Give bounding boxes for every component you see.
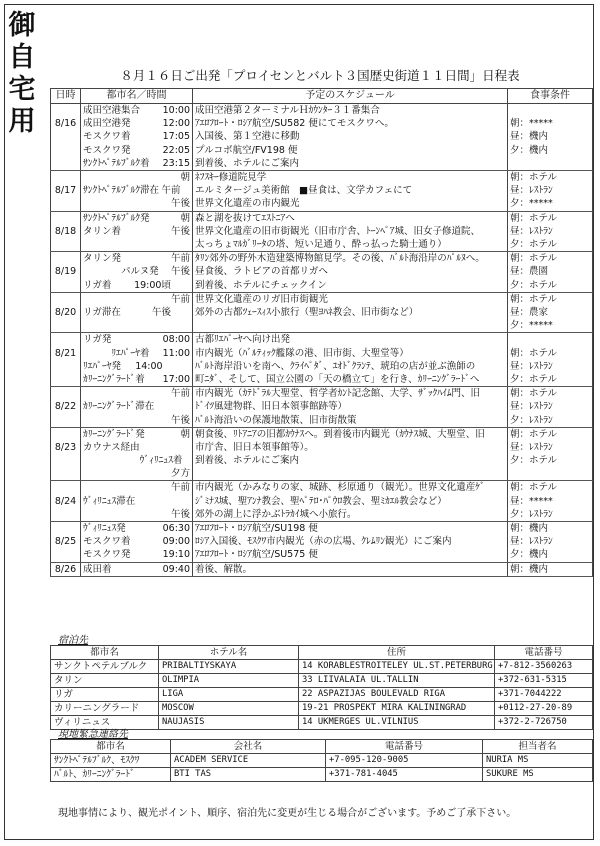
- hotel-cell: サンクトペテルブルク: [51, 660, 159, 674]
- meal-line: 昼：農園: [510, 266, 549, 278]
- contact-cell: SUKURE MS: [483, 768, 593, 782]
- time-label: 午前: [161, 185, 181, 197]
- hotel-row: [51, 688, 593, 702]
- time-label: 19:00頃: [134, 279, 171, 291]
- schedule-line: 市内観光（かみなりの家、城跡、杉原通り（観光）。世界文化遺産ｹﾞ: [195, 482, 485, 494]
- city-time-line: [81, 197, 192, 210]
- schedule-line: [193, 319, 507, 332]
- city-time-line: [81, 373, 192, 386]
- city-time-line: [81, 104, 192, 117]
- hotel-cell: 33 LIIVALAIA UL.TALLIN: [299, 674, 495, 688]
- day-city-cell: [81, 211, 193, 252]
- contact-row: [51, 754, 593, 768]
- meal-line: 朝：ホテル: [510, 388, 558, 400]
- meal-line: 昼：農家: [510, 306, 549, 318]
- contacts-header-city: 都市名: [51, 740, 171, 754]
- hotel-cell: リガ: [51, 688, 159, 702]
- city-time-line: [81, 387, 192, 400]
- day-meal-cell: [508, 481, 593, 522]
- schedule-line: プルコボ航空/FV198 便: [195, 144, 298, 156]
- meal-line: [508, 104, 592, 117]
- day-date-cell: [51, 387, 81, 428]
- page-title: ８月１６日ご出発「プロイセンとバルト３国歴史街道１１日間」日程表: [120, 68, 520, 83]
- hotel-cell: 14 UKMERGES UL.VILNIUS: [299, 716, 495, 730]
- time-label: 17:05: [162, 131, 190, 143]
- time-label: 午後: [170, 414, 190, 426]
- schedule-line: ﾈﾌｽｷｰ修道院見学: [195, 172, 267, 184]
- day-date: 8/21: [54, 347, 77, 359]
- day-meal-cell: [508, 387, 593, 428]
- city-time-line: [81, 347, 192, 360]
- schedule-line: 昼食後、ラトビアの首都リガへ: [195, 266, 328, 278]
- schedule-line: 太っちょﾏﾙｶﾞﾘｰﾀの塔、短い足通り、酔っ払った騎士通り）: [195, 238, 447, 250]
- hotel-row: [51, 702, 593, 716]
- meal-line: 夕：ホテル: [510, 238, 558, 250]
- hotel-row: [51, 674, 593, 688]
- day-schedule-cell: [193, 427, 508, 481]
- day-schedule-cell: [193, 522, 508, 563]
- hotel-cell: 22 ASPAZIJAS BOULEVALD RIGA: [299, 688, 495, 702]
- city-time-line: [81, 428, 192, 441]
- schedule-line: ﾊﾞﾙﾄ海岸沿いを南へ、ｸﾗｲﾍﾟﾀﾞ、ﾕｵﾄﾞｸﾗﾝﾃ、琥珀の店が並ぶ漁師の: [195, 360, 476, 372]
- day-date-cell: [51, 333, 81, 387]
- meal-line: 昼：ﾚｽﾄﾗﾝ: [510, 441, 553, 453]
- schedule-line: 町ﾆﾀﾞ、そして、国立公園の「天の橋立て」を行き、ｶﾘｰﾆﾝｸﾞﾗｰﾄﾞへ: [195, 373, 480, 385]
- city-name: モスクワ着: [83, 536, 131, 548]
- day-date-cell: [51, 292, 81, 333]
- city-name: ｳﾞｨﾘﾆｭｽ発: [83, 523, 126, 535]
- hotels-header-phone: 電話番号: [495, 646, 593, 660]
- day-meal-cell: [508, 522, 593, 563]
- day-schedule-cell: [193, 481, 508, 522]
- meal-line: 昼：ﾚｽﾄﾗﾝ: [510, 185, 553, 197]
- day-row: [51, 522, 593, 563]
- time-label: 午前: [170, 388, 190, 400]
- day-date-cell: [51, 252, 81, 293]
- meal-line: 夕：ホテル: [510, 279, 558, 291]
- day-date-cell: [51, 481, 81, 522]
- schedule-line: 市内観光（ｶﾃﾄﾞﾗﾙ大聖堂、哲学者ｶﾝﾄ記念館、大学、ｻﾞｯｸﾊｲﾑ門、旧: [195, 388, 481, 400]
- city-time-line: [81, 157, 192, 170]
- day-meal-cell: [508, 562, 593, 576]
- meal-line: 朝：ホテル: [510, 347, 558, 359]
- city-time-line: [81, 117, 192, 130]
- time-label: 夕方: [170, 468, 190, 480]
- day-row: [51, 211, 593, 252]
- city-time-line: [81, 360, 192, 373]
- time-label: 08:00: [162, 334, 190, 346]
- hotel-row: [51, 660, 593, 674]
- city-time-line: [81, 319, 192, 332]
- schedule-line: 世界文化遺産のリガ旧市街観光: [195, 293, 328, 305]
- schedule-line: ｱｴﾛﾌﾛｰﾄ・ﾛｼｱ航空/SU198 便: [195, 523, 318, 535]
- day-city-cell: [81, 562, 193, 576]
- city-name: ｶﾘｰﾆﾝｸﾞﾗｰﾄﾞ着: [83, 373, 145, 385]
- contact-cell: BTI TAS: [171, 768, 326, 782]
- city-time-line: [81, 144, 192, 157]
- city-name: ｻﾝｸﾄﾍﾟﾃﾙﾌﾞﾙｸ滞在: [83, 185, 160, 197]
- schedule-line: エルミタージュ美術館 ■昼食は、文学カフェにて: [195, 185, 413, 197]
- city-time-line: [81, 508, 192, 521]
- city-name: ｳﾞｨﾘﾆｭｽ着: [139, 455, 183, 467]
- schedule-line: 入国後、第１空港に移動: [195, 131, 300, 143]
- schedule-line: 世界文化遺産の旧市街観光（旧市庁舎、ﾄｰﾝﾍﾟｱ城、旧女子修道院、: [195, 225, 481, 237]
- schedule-line: 古都ﾘｴﾊﾟｰﾔへ向け出発: [195, 334, 291, 346]
- meal-line: 昼：機内: [510, 131, 549, 143]
- time-label: 09:40: [162, 563, 190, 575]
- contact-cell: +371-781-4045: [326, 768, 483, 782]
- city-time-line: [81, 184, 192, 197]
- meal-line: 昼：ﾚｽﾄﾗﾝ: [510, 360, 553, 372]
- hotel-cell: +372-631-5315: [495, 674, 593, 688]
- day-date: 8/22: [54, 401, 77, 413]
- city-time-line: [81, 481, 192, 494]
- time-label: 朝: [180, 212, 190, 224]
- city-name: ｻﾝｸﾄﾍﾟﾃﾙﾌﾞﾙｸ発: [83, 212, 150, 224]
- hotels-section-label: 宿泊先: [58, 635, 88, 646]
- schedule-line: 市内観光（ﾊﾞﾙﾃｨｯｸ艦隊の港、旧市街、大聖堂等）: [195, 347, 409, 359]
- hotel-cell: ヴィリニュス: [51, 716, 159, 730]
- hotel-cell: +7-812-3560263: [495, 660, 593, 674]
- hotel-cell: MOSCOW: [159, 702, 299, 716]
- city-time-line: [81, 225, 192, 238]
- city-name: タリン着: [83, 225, 122, 237]
- day-city-cell: [81, 481, 193, 522]
- header-city: 都市名／時間: [81, 89, 193, 104]
- time-label: 午後: [170, 266, 190, 278]
- city-name: 成田空港集合: [83, 105, 141, 116]
- itinerary-table: [50, 88, 593, 577]
- hotel-cell: 14 KORABLESTROITELEY UL.ST.PETERBURG: [299, 660, 495, 674]
- day-schedule-cell: [193, 104, 508, 171]
- day-city-cell: [81, 252, 193, 293]
- city-time-line: [81, 522, 192, 535]
- city-time-line: [81, 400, 192, 413]
- city-name: ｶﾘｰﾆﾝｸﾞﾗｰﾄﾞ発: [83, 428, 145, 440]
- hotel-cell: タリン: [51, 674, 159, 688]
- day-row: [51, 562, 593, 576]
- meal-line: 昼：ﾚｽﾄﾗﾝ: [510, 225, 553, 237]
- meal-line: 夕：機内: [510, 549, 549, 561]
- meal-line: 朝：ホテル: [510, 212, 558, 224]
- schedule-line: 到着後、ホテルにご案内: [195, 157, 300, 169]
- day-date: 8/19: [54, 266, 77, 278]
- day-schedule-cell: [193, 252, 508, 293]
- time-label: 22:05: [162, 144, 190, 156]
- schedule-line: ﾊﾞﾙﾄ海沿いの保護地散策、旧市街散策: [195, 414, 357, 426]
- day-city-cell: [81, 104, 193, 171]
- day-date: 8/24: [54, 495, 77, 507]
- day-city-cell: [81, 292, 193, 333]
- hotel-cell: +372-2-726750: [495, 716, 593, 730]
- day-city-cell: [81, 522, 193, 563]
- day-schedule-cell: [193, 171, 508, 212]
- day-meal-cell: [508, 252, 593, 293]
- day-meal-cell: [508, 104, 593, 171]
- footer-note: 現地事情により、観光ポイント、順序、宿泊先に変更が生じる場合がございます。予めご了承下さい。: [58, 808, 517, 819]
- contacts-header-row: [51, 740, 593, 754]
- schedule-line: 成田空港第２ターミナルＨｶｳﾝﾀｰ３１番集合: [195, 105, 380, 116]
- city-name: ﾘｴﾊﾟｰﾔ着: [111, 347, 150, 359]
- city-time-line: [81, 265, 192, 278]
- city-time-line: [81, 252, 192, 265]
- city-time-line: [81, 293, 192, 306]
- time-label: 午前: [170, 482, 190, 494]
- schedule-line: 世界文化遺産の市内観光: [195, 198, 300, 210]
- city-name: モスクワ発: [83, 144, 131, 156]
- city-name: タリン発: [83, 253, 122, 265]
- day-date-cell: [51, 522, 81, 563]
- contact-cell: NURIA MS: [483, 754, 593, 768]
- time-label: 午後: [170, 198, 190, 210]
- day-city-cell: [81, 333, 193, 387]
- hotel-cell: OLIMPIA: [159, 674, 299, 688]
- header-schedule: 予定のスケジュール: [193, 89, 508, 104]
- time-label: 11:00: [162, 347, 190, 359]
- side-char: 御: [8, 10, 36, 41]
- meal-line: 朝：*****: [510, 118, 553, 130]
- time-label: 09:00: [162, 536, 190, 548]
- time-label: 午前: [170, 253, 190, 265]
- schedule-line: ﾀﾘﾝ郊外の野外木造建築博物館見学。その後、ﾊﾞﾙﾄ海沿岸のﾊﾟﾙﾇへ。: [195, 253, 485, 265]
- hotel-cell: LIGA: [159, 688, 299, 702]
- schedule-line: ﾄﾞｲﾂ風建物群、旧日本領事館跡等）: [195, 401, 348, 413]
- day-row: [51, 387, 593, 428]
- day-date-cell: [51, 562, 81, 576]
- hotels-header-city: 都市名: [51, 646, 159, 660]
- schedule-line: 郊外の古都ﾂｪｰｽｨｽ小旅行（聖ﾖﾊﾈ教会、旧市街など）: [195, 306, 419, 318]
- hotel-cell: 19-21 PROSPEKT MIRA KALININGRAD: [299, 702, 495, 716]
- city-name: リガ滞在: [83, 306, 121, 318]
- day-row: [51, 104, 593, 171]
- contacts-header-phone: 電話番号: [326, 740, 483, 754]
- day-date: 8/18: [54, 225, 77, 237]
- day-schedule-cell: [193, 387, 508, 428]
- contacts-table: [50, 739, 593, 782]
- city-name: パルヌ発: [121, 266, 159, 278]
- city-time-line: [81, 548, 192, 561]
- contact-cell: ACADEM SERVICE: [171, 754, 326, 768]
- time-label: 17:00: [162, 373, 190, 385]
- contacts-header-company: 会社名: [171, 740, 326, 754]
- header-date: 日時: [51, 89, 81, 104]
- meal-line: [508, 333, 592, 346]
- hotels-header-hotel: ホテル名: [159, 646, 299, 660]
- time-label: 19:10: [162, 549, 190, 561]
- hotels-header-address: 住所: [299, 646, 495, 660]
- meal-line: 夕：機内: [510, 144, 549, 156]
- day-schedule-cell: [193, 292, 508, 333]
- day-schedule-cell: [193, 211, 508, 252]
- meal-line: 昼：ﾚｽﾄﾗﾝ: [510, 401, 553, 413]
- day-date: 8/16: [54, 118, 77, 130]
- hotels-header-row: [51, 646, 593, 660]
- hotel-cell: PRIBALTIYSKAYA: [159, 660, 299, 674]
- day-schedule-cell: [193, 333, 508, 387]
- city-name: 成田空港発: [83, 118, 131, 130]
- day-city-cell: [81, 427, 193, 481]
- day-date-cell: [51, 211, 81, 252]
- itinerary-header-row: [51, 89, 593, 104]
- time-label: 12:00: [162, 118, 190, 130]
- day-date: 8/20: [54, 306, 77, 318]
- day-row: [51, 171, 593, 212]
- time-label: 午後: [170, 508, 190, 520]
- city-time-line: [81, 414, 192, 427]
- meal-line: 朝：ホテル: [510, 428, 558, 440]
- city-name: ﾘｴﾊﾟｰﾔ発: [83, 360, 122, 372]
- schedule-line: 着後、解散。: [195, 563, 253, 575]
- schedule-line: 森と湖を抜けてｴｽﾄﾆｱへ: [195, 212, 295, 224]
- day-meal-cell: [508, 333, 593, 387]
- hotel-row: [51, 716, 593, 730]
- city-time-line: [81, 454, 192, 480]
- day-date: 8/23: [54, 441, 77, 453]
- city-name: ｻﾝｸﾄﾍﾟﾃﾙﾌﾞﾙｸ着: [83, 157, 150, 169]
- contact-cell: ｻﾝｸﾄﾍﾟﾃﾙﾌﾞﾙｸ、ﾓｽｸﾜ: [51, 754, 171, 768]
- meal-line: 朝：ホテル: [510, 482, 558, 494]
- city-name: リガ発: [83, 334, 112, 346]
- city-time-line: [81, 333, 192, 346]
- city-name: ｶﾘｰﾆﾝｸﾞﾗｰﾄﾞ滞在: [83, 401, 155, 413]
- time-label: 23:15: [162, 157, 190, 169]
- meal-line: 朝：機内: [510, 563, 549, 575]
- schedule-line: ｱｴﾛﾌﾛｰﾄ・ﾛｼｱ航空/SU582 便にてモスクワへ。: [195, 118, 394, 130]
- schedule-line: 到着後、ホテルにチェックイン: [195, 279, 327, 291]
- day-meal-cell: [508, 171, 593, 212]
- day-date-cell: [51, 104, 81, 171]
- hotels-table: [50, 645, 593, 730]
- city-time-line: [81, 306, 192, 319]
- city-time-line: [81, 495, 192, 508]
- hotel-cell: +0112-27-20-89: [495, 702, 593, 716]
- header-meals: 食事条件: [508, 89, 593, 104]
- day-date-cell: [51, 171, 81, 212]
- meal-line: 夕：ホテル: [510, 455, 558, 467]
- day-row: [51, 427, 593, 481]
- side-label: [6, 10, 38, 138]
- schedule-line: ｱｴﾛﾌﾛｰﾄ・ﾛｼｱ航空/SU575 便: [195, 549, 318, 561]
- time-label: 06:30: [162, 523, 190, 535]
- hotel-cell: カリーニングラード: [51, 702, 159, 716]
- contacts-section-label: 現地緊急連絡先: [58, 729, 128, 740]
- day-row: [51, 252, 593, 293]
- meal-line: 朝：ホテル: [510, 172, 558, 184]
- city-name: モスクワ着: [83, 131, 131, 143]
- day-schedule-cell: [193, 562, 508, 576]
- contacts-header-person: 担当者名: [483, 740, 593, 754]
- meal-line: 朝：機内: [510, 523, 549, 535]
- time-label: 午後: [151, 306, 171, 318]
- day-city-cell: [81, 387, 193, 428]
- city-time-line: [81, 535, 192, 548]
- time-label: 14:00: [135, 360, 163, 372]
- day-date: 8/25: [54, 536, 77, 548]
- city-name: リガ着: [83, 279, 112, 291]
- schedule-line: ﾛｼｱ入国後、ﾓｽｸﾜ市内観光（赤の広場、ｸﾚﾑﾘﾝ観光）にご案内: [195, 536, 452, 548]
- city-name: モスクワ発: [83, 549, 131, 561]
- city-time-line: [81, 279, 192, 292]
- contact-cell: ﾊﾞﾙﾄ、ｶﾘｰﾆﾝｸﾞﾗｰﾄﾞ: [51, 768, 171, 782]
- city-name: 成田着: [83, 563, 112, 575]
- time-label: 朝: [180, 428, 190, 440]
- day-row: [51, 481, 593, 522]
- side-char: 用: [8, 106, 36, 137]
- schedule-line: 到着後、ホテルにご案内: [195, 455, 300, 467]
- time-label: 10:00: [162, 105, 190, 116]
- day-meal-cell: [508, 211, 593, 252]
- city-time-line: [81, 130, 192, 143]
- meal-line: 夕：ホテル: [510, 373, 558, 385]
- side-char: 宅: [8, 74, 36, 105]
- side-char: 自: [8, 42, 36, 73]
- meal-line: 朝：ホテル: [510, 253, 558, 265]
- day-meal-cell: [508, 292, 593, 333]
- city-time-line: [81, 441, 192, 454]
- city-time-line: [81, 238, 192, 251]
- meal-line: 昼：ﾚｽﾄﾗﾝ: [510, 536, 553, 548]
- day-row: [51, 333, 593, 387]
- schedule-line: 郊外の湖上に浮かぶﾄﾗｶｲ城へ小旅行。: [195, 508, 357, 520]
- city-time-line: [81, 212, 192, 225]
- meal-line: 昼：*****: [510, 495, 553, 507]
- city-name: カウナス経由: [83, 441, 140, 453]
- hotel-cell: +371-7044222: [495, 688, 593, 702]
- meal-line: [508, 157, 592, 170]
- meal-line: 夕：*****: [510, 320, 553, 332]
- day-date-cell: [51, 427, 81, 481]
- meal-line: 夕：ﾚｽﾄﾗﾝ: [510, 508, 553, 520]
- city-time-line: [81, 563, 192, 576]
- meal-line: 夕：ﾚｽﾄﾗﾝ: [510, 414, 553, 426]
- schedule-line: 朝食後、ﾘﾄｱﾆｱの旧都ｶｳﾅｽへ。到着後市内観光（ｶｳﾅｽ城、大聖堂、旧: [195, 428, 485, 440]
- meal-line: 夕：*****: [510, 198, 553, 210]
- city-time-line: [81, 171, 192, 184]
- day-city-cell: [81, 171, 193, 212]
- day-date: 8/17: [54, 185, 77, 197]
- day-date: 8/26: [54, 563, 77, 575]
- time-label: 午前: [170, 293, 190, 305]
- schedule-line: 市庁舎、旧日本領事館等）。: [195, 441, 314, 453]
- day-meal-cell: [508, 427, 593, 481]
- city-name: ｳﾞｨﾘﾆｭｽ滞在: [83, 495, 136, 507]
- time-label: 朝: [180, 172, 190, 184]
- contact-cell: +7-095-120-9005: [326, 754, 483, 768]
- time-label: 午後: [170, 225, 190, 237]
- contact-row: [51, 768, 593, 782]
- hotel-cell: NAUJASIS: [159, 716, 299, 730]
- schedule-line: ｼﾞﾐﾅｽ城、聖ｱﾝﾅ教会、聖ﾍﾟﾃﾛ･ﾊﾟｳﾛ教会、聖ﾐｶｴﾙ教会など）: [195, 495, 447, 507]
- meal-line: 朝：ホテル: [510, 293, 558, 305]
- day-row: [51, 292, 593, 333]
